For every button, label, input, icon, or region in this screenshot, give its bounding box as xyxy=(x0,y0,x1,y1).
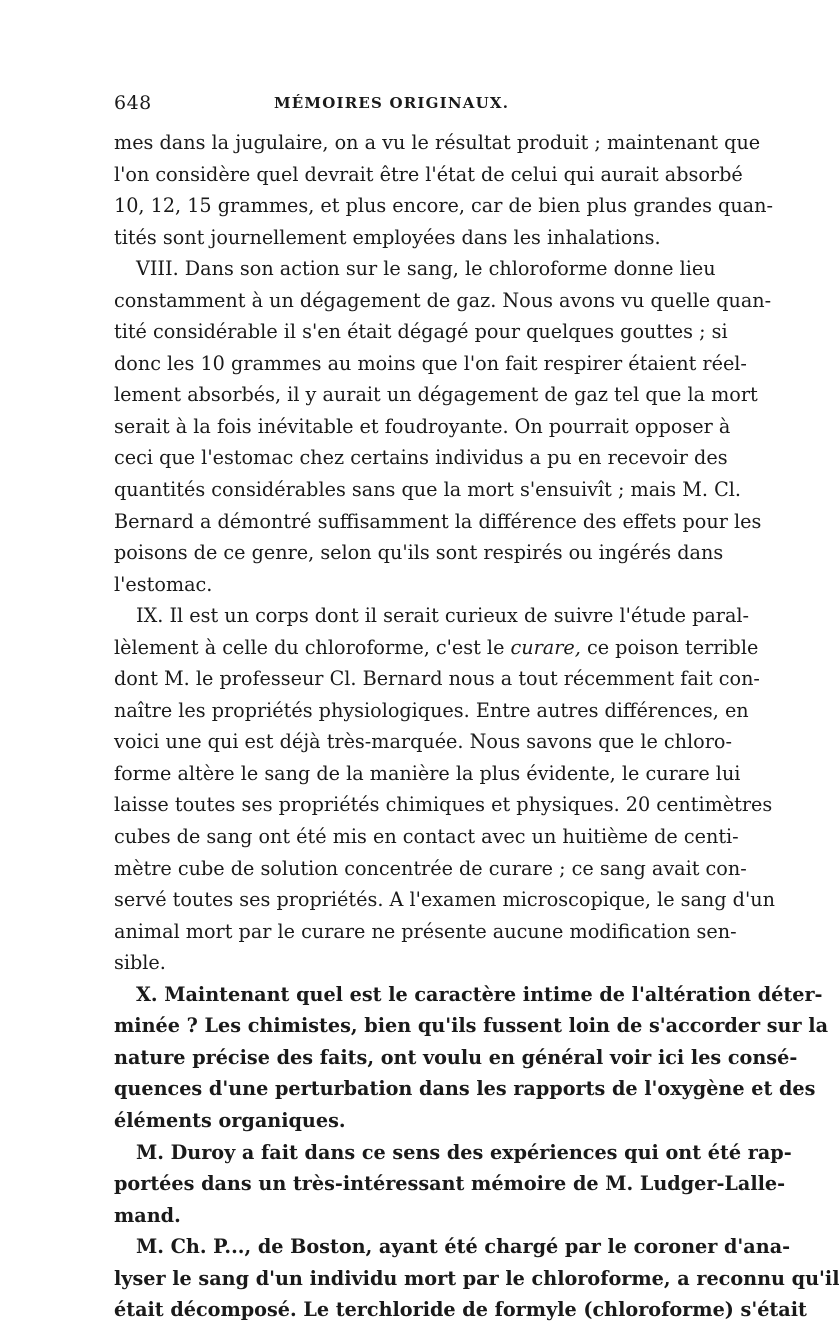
text-line: éléments organiques. xyxy=(114,1108,346,1132)
text-line: l'on considère quel devrait être l'état de celui qui aurait absorbé xyxy=(114,162,743,186)
paragraph-boston: M. Ch. P..., de Boston, ayant été chargé par le coroner d'ana- xyxy=(136,1235,791,1259)
section-viii-start: VIII. Dans son action sur le sang, le chloroforme donne lieu xyxy=(136,257,716,281)
text-line: ceci que l'estomac chez certains individus a pu en recevoir des xyxy=(114,446,728,470)
text-line: était décomposé. Le terchloride de formyle (chloroforme) s'était xyxy=(114,1298,807,1322)
text-line: sible. xyxy=(114,951,166,975)
text-segment: ce poison terrible xyxy=(586,635,759,659)
text-line: mand. xyxy=(114,1203,181,1227)
text-line: cubes de sang ont été mis en contact avec un huitième de centi- xyxy=(114,825,739,849)
text-line-with-italic xyxy=(114,632,759,664)
body-text xyxy=(114,127,839,1326)
text-line: mètre cube de solution concentrée de curare ; ce sang avait con- xyxy=(114,856,747,880)
text-line: naître les propriétés physiologiques. Entre autres différences, en xyxy=(114,698,749,722)
text-line: portées dans un très-intéressant mémoire de M. Ludger-Lalle- xyxy=(114,1172,786,1196)
text-segment: lèlement à celle du chloroforme, c'est le xyxy=(114,635,505,659)
text-line: forme altère le sang de la manière la plus évidente, le curare lui xyxy=(114,761,741,785)
text-line: servé toutes ses propriétés. A l'examen microscopique, le sang d'un xyxy=(114,888,775,912)
text-line: tité considérable il s'en était dégagé pour quelques gouttes ; si xyxy=(114,320,728,344)
text-line: minée ? Les chimistes, bien qu'ils fussent loin de s'accorder sur la xyxy=(114,1014,829,1038)
text-line: mes dans la jugulaire, on a vu le résultat produit ; maintenant que xyxy=(114,131,761,154)
page-number: 648 xyxy=(114,92,152,114)
text-line: nature précise des faits, ont voulu en général voir ici les consé- xyxy=(114,1045,798,1069)
paragraph-duroy: M. Duroy a fait dans ce sens des expériences qui ont été rap- xyxy=(136,1140,792,1164)
text-line: quantités considérables sans que la mort s'ensuivît ; mais M. Cl. xyxy=(114,478,741,502)
text-line: dont M. le professeur Cl. Bernard nous a tout récemment fait con- xyxy=(114,667,760,691)
text-line: constamment à un dégagement de gaz. Nous avons vu quelle quan- xyxy=(114,288,772,312)
text-line: animal mort par le curare ne présente aucune modification sen- xyxy=(114,919,737,943)
text-line: donc les 10 grammes au moins que l'on fait respirer étaient réel- xyxy=(114,351,747,375)
text-line: tités sont journellement employées dans les inhalations. xyxy=(114,225,661,249)
text-line: 10, 12, 15 grammes, et plus encore, car de bien plus grandes quan- xyxy=(114,194,773,218)
text-line: lyser le sang d'un individu mort par le chloroforme, a reconnu qu'il xyxy=(114,1266,839,1290)
text-line: serait à la fois inévitable et foudroyante. On pourrait opposer à xyxy=(114,414,731,438)
text-line: poisons de ce genre, selon qu'ils sont respirés ou ingérés dans xyxy=(114,541,724,565)
section-x-start: X. Maintenant quel est le caractère intime de l'altération déter- xyxy=(136,982,823,1006)
text-line: l'estomac. xyxy=(114,572,213,596)
section-ix-start: IX. Il est un corps dont il serait curieux de suivre l'étude paral- xyxy=(136,604,750,628)
text-line: quences d'une perturbation dans les rapports de l'oxygène et des xyxy=(114,1077,816,1101)
page-header xyxy=(114,92,686,120)
curare-italic: curare, xyxy=(510,635,581,659)
text-line: lement absorbés, il y aurait un dégagement de gaz tel que la mort xyxy=(114,383,758,407)
text-line: laisse toutes ses propriétés chimiques et physiques. 20 centimètres xyxy=(114,793,773,817)
running-title: MÉMOIRES ORIGINAUX. xyxy=(274,94,510,112)
text-line: voici une qui est déjà très-marquée. Nous savons que le chloro- xyxy=(114,730,732,754)
text-line: Bernard a démontré suffisamment la différence des effets pour les xyxy=(114,509,762,533)
